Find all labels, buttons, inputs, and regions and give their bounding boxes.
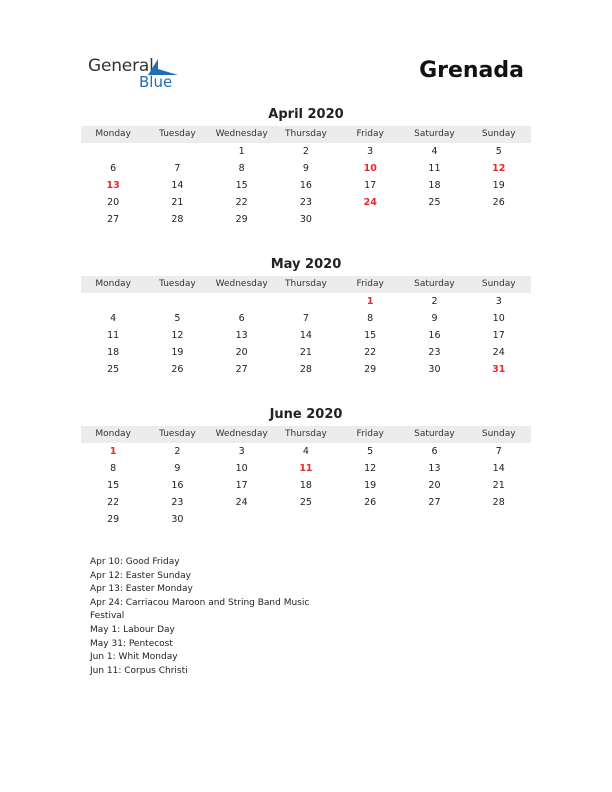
day-cell: 21 bbox=[492, 480, 505, 491]
day-cell: 4 bbox=[302, 446, 309, 457]
holiday-day-cell: 10 bbox=[363, 163, 377, 174]
weekday-label: Saturday bbox=[414, 129, 455, 139]
day-cell: 24 bbox=[492, 347, 505, 358]
weekday-label: Wednesday bbox=[215, 429, 268, 439]
country-title: Grenada bbox=[419, 58, 524, 83]
day-cell bbox=[467, 511, 531, 528]
day-cell bbox=[274, 511, 338, 528]
day-cell: 12 bbox=[171, 330, 184, 341]
day-cell: 16 bbox=[299, 180, 312, 191]
day-cell: 5 bbox=[367, 446, 374, 457]
day-cell: 9 bbox=[431, 313, 438, 324]
day-cell: 4 bbox=[110, 313, 117, 324]
weekday-header-row bbox=[81, 426, 531, 443]
holiday-day-cell: 13 bbox=[106, 180, 120, 191]
weekday-label: Wednesday bbox=[215, 279, 268, 289]
weekday-label: Monday bbox=[95, 429, 131, 439]
day-cell: 19 bbox=[492, 180, 505, 191]
week-row bbox=[81, 177, 531, 194]
day-cell bbox=[210, 511, 274, 528]
month-title: June 2020 bbox=[269, 407, 343, 422]
week-row bbox=[81, 460, 531, 477]
weekday-label: Thursday bbox=[285, 429, 327, 439]
weekday-label: Friday bbox=[356, 129, 384, 139]
month-title: April 2020 bbox=[268, 107, 344, 122]
week-row bbox=[81, 160, 531, 177]
logo-blue-text: Blue bbox=[139, 73, 173, 91]
holiday-day-cell: 12 bbox=[492, 163, 506, 174]
day-cell: 2 bbox=[302, 146, 309, 157]
week-row bbox=[81, 344, 531, 361]
day-cell: 20 bbox=[235, 347, 248, 358]
day-cell: 8 bbox=[238, 163, 245, 174]
day-cell: 20 bbox=[428, 480, 441, 491]
day-cell: 27 bbox=[235, 364, 248, 375]
weekday-label: Saturday bbox=[414, 279, 455, 289]
weekday-label: Friday bbox=[356, 429, 384, 439]
day-cell: 12 bbox=[364, 463, 377, 474]
holiday-list bbox=[90, 556, 350, 678]
day-cell: 16 bbox=[428, 330, 441, 341]
day-cell: 3 bbox=[367, 146, 374, 157]
week-row bbox=[81, 477, 531, 494]
day-cell bbox=[274, 293, 338, 310]
day-cell: 23 bbox=[171, 497, 184, 508]
weekday-label: Wednesday bbox=[215, 129, 268, 139]
day-cell: 28 bbox=[171, 214, 184, 225]
holiday-day-cell: 1 bbox=[366, 296, 374, 307]
day-cell: 1 bbox=[238, 146, 245, 157]
generalblue-logo bbox=[88, 56, 198, 96]
week-row bbox=[81, 361, 531, 378]
day-cell bbox=[81, 293, 145, 310]
week-row bbox=[81, 310, 531, 327]
logo-general-text: General bbox=[88, 56, 154, 76]
day-cell: 14 bbox=[299, 330, 312, 341]
day-cell: 26 bbox=[492, 197, 505, 208]
day-cell: 25 bbox=[299, 497, 312, 508]
day-cell: 16 bbox=[171, 480, 184, 491]
day-cell: 17 bbox=[492, 330, 505, 341]
day-cell: 26 bbox=[171, 364, 184, 375]
day-cell: 13 bbox=[428, 463, 441, 474]
week-row bbox=[81, 494, 531, 511]
day-cell: 27 bbox=[428, 497, 441, 508]
day-cell: 18 bbox=[299, 480, 312, 491]
day-cell bbox=[145, 143, 209, 160]
day-cell: 23 bbox=[428, 347, 441, 358]
week-row bbox=[81, 194, 531, 211]
day-cell: 7 bbox=[302, 313, 309, 324]
month-title: May 2020 bbox=[270, 257, 342, 272]
weekday-label: Tuesday bbox=[159, 129, 196, 139]
holiday-list-item: Jun 11: Corpus Christi bbox=[90, 665, 188, 676]
day-cell: 26 bbox=[364, 497, 377, 508]
day-cell: 6 bbox=[110, 163, 117, 174]
holiday-list-item: Apr 24: Carriacou Maroon and String Band Music bbox=[90, 597, 310, 608]
day-cell bbox=[402, 511, 466, 528]
holiday-list-item: May 31: Pentecost bbox=[90, 638, 173, 649]
day-cell: 30 bbox=[171, 514, 184, 525]
day-cell: 29 bbox=[107, 514, 120, 525]
day-cell: 4 bbox=[431, 146, 438, 157]
day-cell: 19 bbox=[171, 347, 184, 358]
day-cell: 21 bbox=[299, 347, 312, 358]
day-cell: 25 bbox=[428, 197, 441, 208]
day-cell: 27 bbox=[107, 214, 120, 225]
day-cell: 5 bbox=[174, 313, 181, 324]
week-row bbox=[81, 143, 531, 160]
day-cell: 21 bbox=[171, 197, 184, 208]
holiday-day-cell: 31 bbox=[492, 364, 506, 375]
day-cell: 8 bbox=[367, 313, 374, 324]
day-cell: 10 bbox=[235, 463, 248, 474]
day-cell: 3 bbox=[238, 446, 245, 457]
weekday-header-row bbox=[81, 126, 531, 143]
day-cell: 18 bbox=[107, 347, 120, 358]
holiday-day-cell: 11 bbox=[299, 463, 313, 474]
weekday-label: Saturday bbox=[414, 429, 455, 439]
holiday-list-item: Apr 13: Easter Monday bbox=[90, 584, 193, 595]
day-cell: 6 bbox=[238, 313, 245, 324]
day-cell: 3 bbox=[495, 296, 502, 307]
holiday-list-item: Festival bbox=[90, 611, 125, 622]
week-row bbox=[81, 211, 531, 228]
day-cell: 17 bbox=[235, 480, 248, 491]
day-cell: 20 bbox=[107, 197, 120, 208]
day-cell: 15 bbox=[364, 330, 377, 341]
day-cell: 7 bbox=[495, 446, 502, 457]
day-cell bbox=[467, 211, 531, 228]
day-cell: 5 bbox=[495, 146, 502, 157]
day-cell: 18 bbox=[428, 180, 441, 191]
day-cell: 28 bbox=[492, 497, 505, 508]
day-cell bbox=[338, 211, 402, 228]
weekday-label: Friday bbox=[356, 279, 384, 289]
week-row bbox=[81, 327, 531, 344]
weekday-label: Thursday bbox=[285, 279, 327, 289]
weekday-label: Sunday bbox=[481, 129, 516, 139]
day-cell: 7 bbox=[174, 163, 181, 174]
month-block bbox=[81, 106, 531, 228]
day-cell: 11 bbox=[428, 163, 441, 174]
holiday-list-item: May 1: Labour Day bbox=[90, 624, 175, 635]
day-cell: 13 bbox=[235, 330, 248, 341]
weekday-label: Sunday bbox=[481, 279, 516, 289]
holiday-list-item: Jun 1: Whit Monday bbox=[90, 652, 178, 663]
weekday-label: Monday bbox=[95, 129, 131, 139]
day-cell: 19 bbox=[364, 480, 377, 491]
day-cell bbox=[81, 143, 145, 160]
month-block bbox=[81, 406, 531, 528]
day-cell: 29 bbox=[235, 214, 248, 225]
day-cell: 28 bbox=[299, 364, 312, 375]
day-cell: 29 bbox=[364, 364, 377, 375]
day-cell: 8 bbox=[110, 463, 117, 474]
holiday-day-cell: 1 bbox=[109, 446, 117, 457]
weekday-label: Sunday bbox=[481, 429, 516, 439]
day-cell: 24 bbox=[235, 497, 248, 508]
holiday-list-item: Apr 10: Good Friday bbox=[90, 557, 180, 567]
day-cell: 25 bbox=[107, 364, 120, 375]
day-cell bbox=[402, 211, 466, 228]
day-cell: 10 bbox=[492, 313, 505, 324]
day-cell: 14 bbox=[492, 463, 505, 474]
week-row bbox=[81, 443, 531, 460]
week-row bbox=[81, 511, 531, 528]
day-cell: 15 bbox=[107, 480, 120, 491]
day-cell: 30 bbox=[299, 214, 312, 225]
day-cell: 2 bbox=[431, 296, 438, 307]
day-cell bbox=[145, 293, 209, 310]
day-cell: 14 bbox=[171, 180, 184, 191]
day-cell: 23 bbox=[299, 197, 312, 208]
day-cell bbox=[338, 511, 402, 528]
day-cell: 22 bbox=[235, 197, 248, 208]
day-cell: 17 bbox=[364, 180, 377, 191]
day-cell: 15 bbox=[235, 180, 248, 191]
weekday-label: Thursday bbox=[285, 129, 327, 139]
day-cell: 9 bbox=[302, 163, 309, 174]
month-block bbox=[81, 256, 531, 378]
holiday-day-cell: 24 bbox=[363, 197, 377, 208]
day-cell: 22 bbox=[107, 497, 120, 508]
holiday-list-item: Apr 12: Easter Sunday bbox=[90, 570, 191, 581]
day-cell: 22 bbox=[364, 347, 377, 358]
day-cell: 9 bbox=[174, 463, 181, 474]
weekday-label: Monday bbox=[95, 279, 131, 289]
weekday-label: Tuesday bbox=[159, 429, 196, 439]
day-cell bbox=[210, 293, 274, 310]
day-cell: 11 bbox=[107, 330, 120, 341]
day-cell: 2 bbox=[174, 446, 181, 457]
day-cell: 30 bbox=[428, 364, 441, 375]
weekday-label: Tuesday bbox=[159, 279, 196, 289]
week-row bbox=[81, 293, 531, 310]
weekday-header-row bbox=[81, 276, 531, 293]
day-cell: 6 bbox=[431, 446, 438, 457]
